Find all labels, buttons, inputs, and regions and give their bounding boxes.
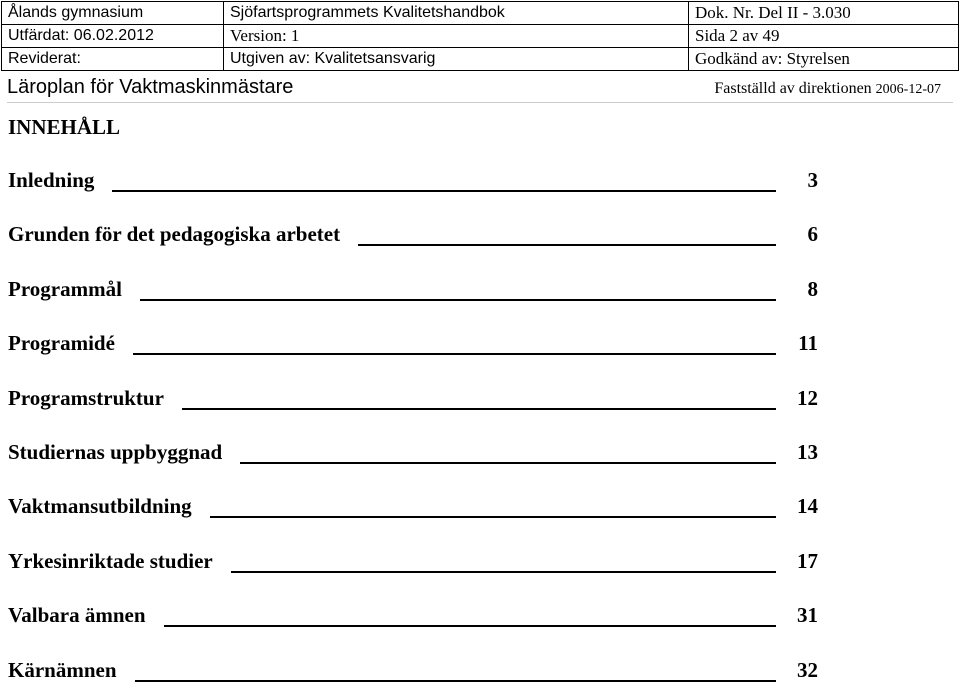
approval-label: Fastställd av direktionen [714,80,872,97]
toc-entry-page: 31 [797,603,818,628]
toc-entry-page: 3 [807,168,818,192]
toc-heading: INNEHÅLL [8,115,121,139]
toc-leader-line [8,190,776,192]
toc-entry-title: Kärnämnen [8,658,135,683]
toc-entry-title: Valbara ämnen [8,603,164,628]
document-number: Dok. Nr. Del II - 3.030 [689,2,959,25]
curriculum-title: Läroplan för Vaktmaskinmästare [7,76,294,98]
toc-entry-title: Programstruktur [8,386,182,411]
toc-entry-page: 8 [807,276,818,301]
toc-entry-title: Yrkesinriktade studier [8,549,231,574]
issued-date: Utfärdat: 06.02.2012 [2,25,224,48]
school-name: Ålands gymnasium [2,2,224,25]
toc-entry[interactable] [8,265,820,319]
issued-by: Utgiven av: Kvalitetsansvarig [224,48,689,71]
toc-entry[interactable] [8,537,820,591]
toc-entry-title: Programidé [8,331,133,356]
approved-by: Godkänd av: Styrelsen [689,48,959,71]
toc-entry[interactable] [8,646,820,700]
toc-entry-title: Inledning [8,168,112,193]
toc-entry-page: 17 [797,548,818,573]
approval-note [714,80,941,98]
header-row-3 [2,48,959,71]
handbook-title: Sjöfartsprogrammets Kvalitetshandbok [224,2,689,25]
version: Version: 1 [224,25,689,48]
toc-entry[interactable] [8,428,820,482]
page-count: Sida 2 av 49 [689,25,959,48]
toc-entry-page: 6 [807,222,818,247]
document-subtitle-row [7,74,953,103]
toc-entry-page: 12 [797,385,818,410]
toc-entry-title: Vaktmansutbildning [8,494,210,519]
approval-date: 2006-12-07 [875,82,941,97]
toc-entry[interactable] [8,374,820,428]
toc-entry-page: 11 [798,331,818,356]
toc-entry[interactable] [8,591,820,645]
table-of-contents [8,156,820,700]
toc-entry-title: Studiernas uppbyggnad [8,440,240,465]
toc-entry-page: 14 [797,494,818,519]
toc-entry-page: 32 [797,657,818,682]
toc-entry-page: 13 [797,439,818,464]
revised-label: Reviderat: [2,48,224,71]
toc-entry[interactable] [8,156,820,210]
toc-entry[interactable] [8,210,820,264]
toc-entry[interactable] [8,319,820,373]
toc-entry[interactable] [8,482,820,536]
header-row-1 [2,2,959,25]
toc-entry-title: Grunden för det pedagogiska arbetet [8,222,358,247]
header-row-2 [2,25,959,48]
toc-entry-title: Programmål [8,277,140,302]
document-header-table [1,1,959,71]
